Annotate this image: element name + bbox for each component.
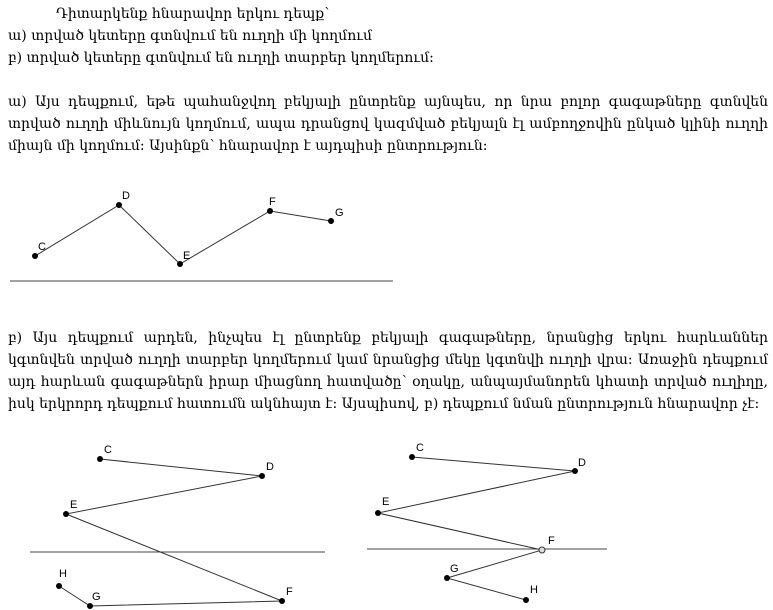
label-H: H (59, 568, 67, 580)
label-F: F (269, 196, 276, 208)
label-E: E (382, 496, 390, 508)
intro-line-1: Դիտարկենք հնարավոր երկու դեպք՝ (56, 6, 330, 22)
case-a-paragraph: ա) Այս դեպքում, եթե պահանջվող բեկյալի ընտրենք այնպես, որ նրա բոլոր գագաթները գտնվեն տրված ուղղի միևնույն կողմում, ապա դրանցով կազմված բեկյալն էլ ամբողջովին ընկած կլինի ուղղի միայն մի կողմում: Այսինքն՝ հնարավոր է այդպիսի ընտրություն: (8, 94, 768, 154)
label-D: D (266, 461, 274, 473)
point-H (523, 597, 529, 603)
point-E (375, 510, 381, 516)
point-C (409, 454, 415, 460)
label-G: G (335, 207, 344, 219)
case-b-paragraph: բ) Այս դեպքում արդեն, ինչպես էլ ընտրենք բեկյալի գագաթները, նրանցից երկու հարևաններ կգտնվեն տրված ուղղի տարբեր կողմերում կամ նրանցից մեկը կգտնվի ուղղի վրա: Առաջին դեպքում այդ հարևան գագաթներն իրար միացնող հատվածը՝ օղակը, անպայմանորեն կհատի տրված ուղիղը, իսկ երկրորդ դեպքում հատումն ակնհայտ է: Այսպիսով, բ) դեպքում նման ընտրություն հնարավոր չէ: (8, 330, 768, 412)
label-D: D (122, 190, 130, 202)
label-G: G (92, 591, 101, 603)
label-C: C (38, 241, 46, 253)
label-F: F (286, 586, 293, 598)
label-C: C (104, 444, 112, 456)
point-G (444, 575, 450, 581)
label-E: E (70, 499, 78, 511)
label-E: E (183, 250, 191, 262)
intro-line-2: ա) տրված կետերը գտնվում են ուղղի մի կողմում (8, 28, 373, 44)
label-H: H (530, 584, 538, 596)
point-F (539, 547, 545, 553)
label-F: F (548, 535, 555, 547)
label-G: G (450, 563, 459, 575)
label-D: D (578, 457, 586, 469)
polyline-CDEFGH (378, 457, 575, 600)
intro-line-3: բ) տրված կետերը գտնվում են ուղղի տարբեր կողմերում: (8, 50, 434, 66)
label-C: C (416, 442, 424, 454)
